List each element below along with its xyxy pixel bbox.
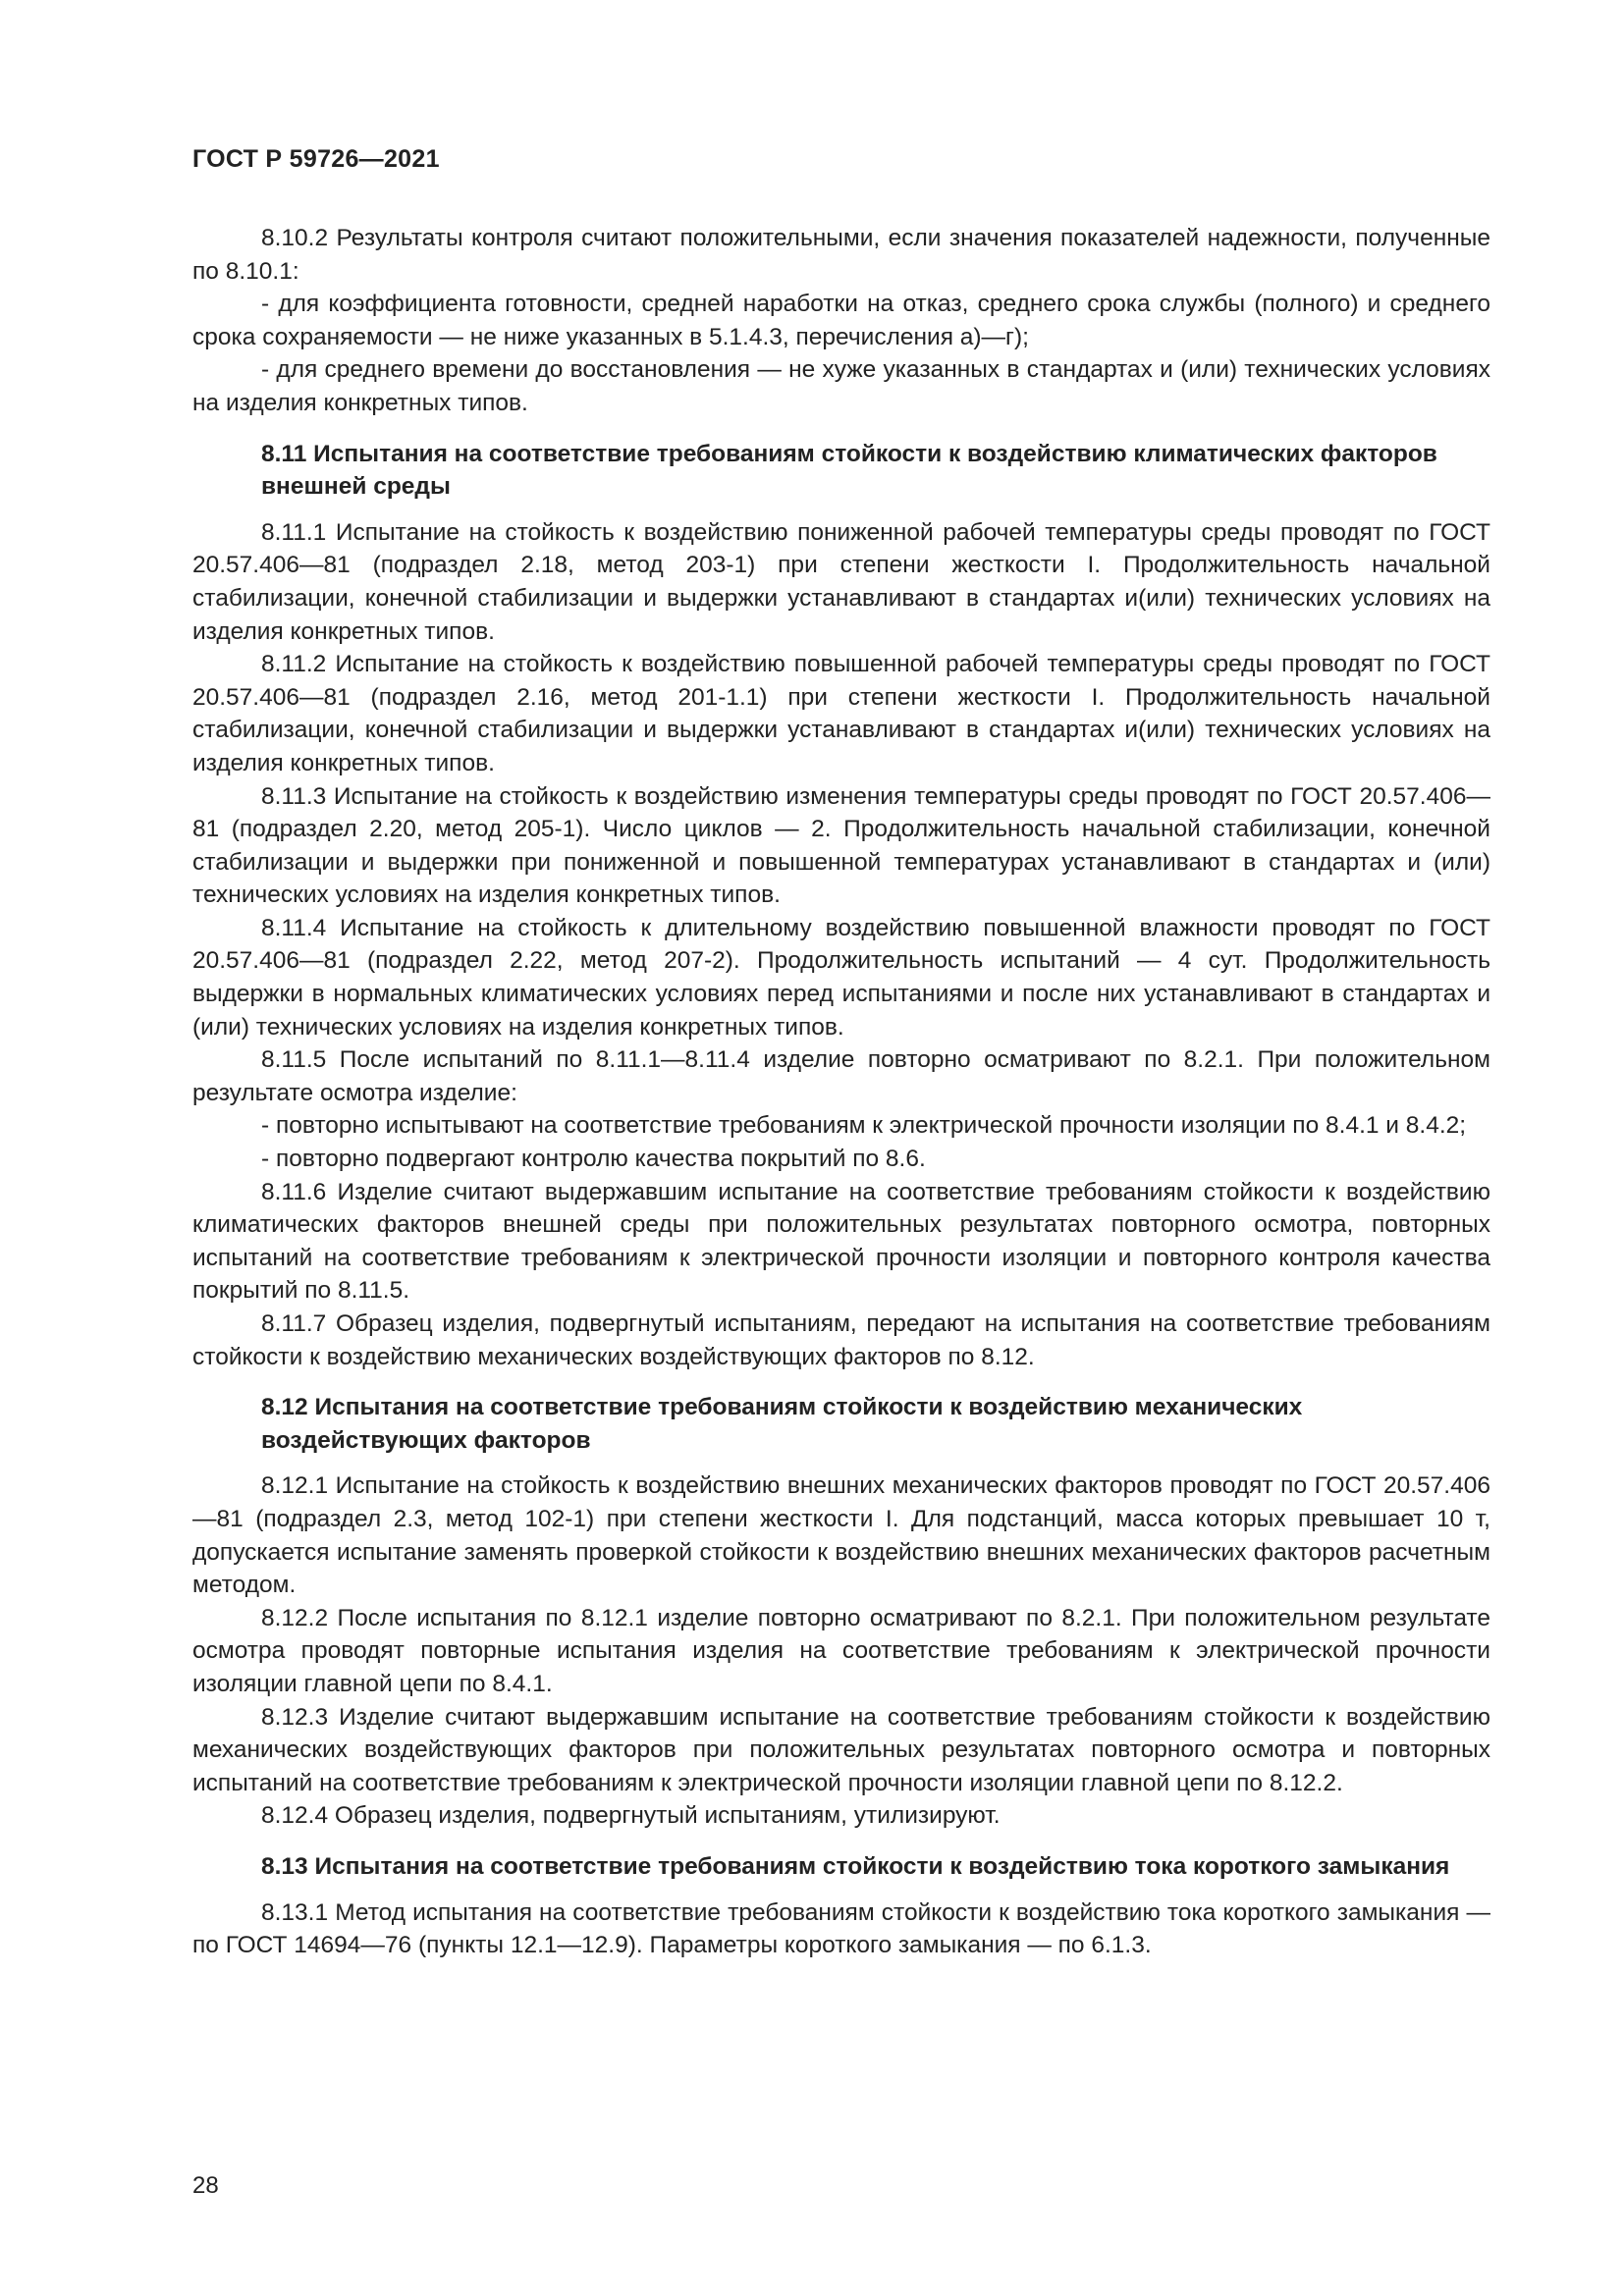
paragraph-8-11-4: 8.11.4 Испытание на стойкость к длительному воздействию повышенной влажности проводят по ГОСТ 20.57.406—81 (подраздел 2.22, метод 207-2). Продолжительность испытаний — 4 сут. Продолжительность выдержки в нормальных климатических условиях перед испытаниями и после них устанавливают в стандартах и (или) технических условиях на изделия конкретных типов. <box>192 914 1490 1041</box>
list-item: - для среднего времени до восстановления — не хуже указанных в стандартах и (или) технических условиях на изделия конкретных типов. <box>192 356 1490 416</box>
paragraph-8-11-3: 8.11.3 Испытание на стойкость к воздействию изменения температуры среды проводят по ГОСТ 20.57.406—81 (подраздел 2.20, метод 205-1). Число циклов — 2. Продолжительность начальной стабилизации, конечной стабилизации и выдержки при пониженной и повышенной температурах устанавливают в стандартах и (или) технических условиях на изделия конкретных типов. <box>192 782 1490 909</box>
paragraph-8-12-4: 8.12.4 Образец изделия, подвергнутый испытаниям, утилизируют. <box>261 1802 1001 1830</box>
paragraph-8-13-1: 8.13.1 Метод испытания на соответствие требованиям стойкости к воздействию тока короткого замыкания — по ГОСТ 14694—76 (пункты 12.1—12.9). Параметры короткого замыкания — по 6.1.3. <box>192 1898 1490 1959</box>
list-item: - для коэффициента готовности, средней наработки на отказ, среднего срока службы (полного) и среднего срока сохраняемости — не ниже указанных в 5.1.4.3, перечисления а)—г); <box>192 291 1490 350</box>
paragraph-8-12-1: 8.12.1 Испытание на стойкость к воздействию внешних механических факторов проводят по ГОСТ 20.57.406—81 (подраздел 2.3, метод 102-1) при степени жесткости I. Для подстанций, масса которых превышает 10 т, допускается испытание заменять проверкой стойкости к воздействию внешних механических факторов расчетным методом. <box>192 1472 1490 1599</box>
document-header: ГОСТ Р 59726—2021 <box>192 145 440 173</box>
section-heading-8-12: 8.12 Испытания на соответствие требованиям стойкости к воздействию механических воздействующих факторов <box>261 1394 1303 1454</box>
paragraph-8-11-2: 8.11.2 Испытание на стойкость к воздействию повышенной рабочей температуры среды проводят по ГОСТ 20.57.406—81 (подраздел 2.16, метод 201-1.1) при степени жесткости I. Продолжительность начальной стабилизации, конечной стабилизации и выдержки устанавливают в стандартах и(или) технических условиях на изделия конкретных типов. <box>192 651 1490 776</box>
list-item: - повторно подвергают контролю качества покрытий по 8.6. <box>261 1146 926 1173</box>
paragraph-8-11-6: 8.11.6 Изделие считают выдержавшим испытание на соответствие требованиям стойкости к воздействию климатических факторов внешней среды при положительных результатах повторного осмотра, повторных испытаний на соответствие требованиям к электрической прочности изоляции и повторного контроля качества покрытий по 8.11.5. <box>192 1178 1490 1305</box>
section-heading-8-13: 8.13 Испытания на соответствие требованиям стойкости к воздействию тока короткого замыкания <box>261 1852 1450 1880</box>
paragraph-8-11-1: 8.11.1 Испытание на стойкость к воздействию пониженной рабочей температуры среды проводят по ГОСТ 20.57.406—81 (подраздел 2.18, метод 203-1) при степени жесткости I. Продолжительность начальной стабилизации, конечной стабилизации и выдержки устанавливают в стандартах и(или) технических условиях на изделия конкретных типов. <box>192 518 1490 645</box>
document-body <box>192 222 1490 1962</box>
paragraph-8-12-2: 8.12.2 После испытания по 8.12.1 изделие повторно осматривают по 8.2.1. При положительном результате осмотра проводят повторные испытания изделия на соответствие требованиям к электрической прочности изоляции главной цепи по 8.4.1. <box>192 1604 1490 1697</box>
paragraph-8-11-7: 8.11.7 Образец изделия, подвергнутый испытаниям, передают на испытания на соответствие требованиям стойкости к воздействию механических воздействующих факторов по 8.12. <box>192 1310 1490 1370</box>
page-number: 28 <box>192 2172 219 2199</box>
paragraph-8-11-5: 8.11.5 После испытаний по 8.11.1—8.11.4 изделие повторно осматривают по 8.2.1. При положительном результате осмотра изделие: <box>192 1046 1490 1106</box>
paragraph: 8.10.2 Результаты контроля считают положительными, если значения показателей надежности, полученные по 8.10.1: <box>192 225 1490 285</box>
paragraph-8-12-3: 8.12.3 Изделие считают выдержавшим испытание на соответствие требованиям стойкости к воздействию механических воздействующих факторов при положительных результатах повторного осмотра и повторных испытаний на соответствие требованиям к электрической прочности изоляции главной цепи по 8.12.2. <box>192 1703 1490 1796</box>
list-item: - повторно испытывают на соответствие требованиям к электрической прочности изоляции по 8.4.1 и 8.4.2; <box>261 1112 1467 1140</box>
section-heading-8-11: 8.11 Испытания на соответствие требованиям стойкости к воздействию климатических факторов внешней среды <box>261 440 1437 501</box>
